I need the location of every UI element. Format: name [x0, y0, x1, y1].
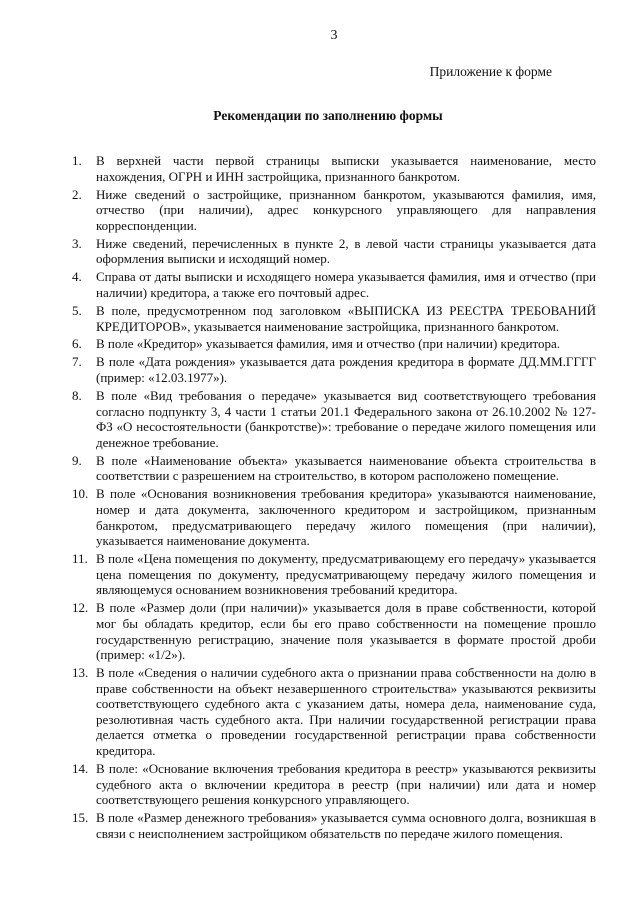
appendix-label: Приложение к форме	[429, 64, 552, 79]
list-item	[72, 354, 596, 385]
item-text: Ниже сведений, перечисленных в пункте 2, в левой части страницы указывается дата оформления выписки и исходящий номер.	[96, 235, 596, 267]
list-item	[72, 486, 596, 548]
item-number: 2.	[72, 186, 82, 202]
item-text: В поле «Цена помещения по документу, предусматривающему его передачу» указывается цена помещения по документу, предусматривающему передачу жилого помещения и являющемуся основанием возникновения требований кредитора.	[96, 551, 596, 598]
item-number: 4.	[72, 269, 82, 285]
document-title: Рекомендации по заполнению формы	[213, 108, 443, 123]
item-text: В верхней части первой страницы выписки указывается наименование, место нахождения, ОГРН и ИНН застройщика, признанного банкротом.	[96, 153, 596, 184]
item-text: В поле «Размер доли (при наличии)» указывается доля в праве собственности, которой мог бы обладать кредитор, если бы его право собственности на помещение прошло государственную регистрацию, значение поля указывается в формате простой дроби (пример: «1/2»).	[96, 600, 596, 663]
list-item	[72, 336, 596, 352]
list-item	[72, 303, 596, 334]
item-number: 9.	[72, 452, 82, 468]
item-number: 14.	[72, 761, 89, 777]
item-text: В поле «Кредитор» указывается фамилия, имя и отчество (при наличии) кредитора.	[96, 336, 561, 352]
page-number: 3	[330, 28, 338, 43]
list-item	[72, 153, 596, 184]
item-number: 6.	[72, 336, 82, 352]
item-text: В поле «Сведения о наличии судебного акта о признании права собственности на долю в праве собственности на объект незавершенного строительства» указываются реквизиты соответствующего судебного акта с указанием даты, номера дела, наименование суда, резолютивная часть судебного акта. При наличии государственной регистрации права делается отметка о проведении государственной регистрации права собственности кредитора.	[96, 665, 596, 759]
item-number: 11.	[72, 551, 88, 567]
item-text: Справа от даты выписки и исходящего номера указывается фамилия, имя и отчество (при наличии) кредитора, а также его почтовый адрес.	[96, 269, 596, 300]
item-text: В поле «Размер денежного требования» указывается сумма основного долга, возникшая в связи с неисполнением застройщиком обязательств по передаче жилого помещения.	[96, 810, 596, 841]
list-item	[72, 187, 596, 234]
list-item	[72, 388, 596, 450]
list-item	[72, 600, 596, 662]
item-number: 1.	[72, 153, 82, 168]
item-number: 10.	[72, 486, 89, 502]
item-text: В поле: «Основание включения требования кредитора в реестр» указываются реквизиты судебного акта о включении кредитора в реестр (при наличии) или дата и номер соответствующего решения конкурсного управляющего.	[96, 761, 596, 808]
item-number: 13.	[72, 665, 89, 681]
item-number: 15.	[72, 810, 89, 826]
item-number: 12.	[72, 600, 89, 616]
item-number: 7.	[72, 354, 82, 370]
list-item	[72, 551, 596, 598]
item-number: 8.	[72, 388, 82, 404]
item-number: 3.	[72, 235, 82, 251]
item-text: В поле «Наименование объекта» указывается наименование объекта строительства в соответствии с разрешением на строительство, в котором расположено помещение.	[96, 452, 596, 484]
item-text: В поле, предусмотренном под заголовком «ВЫПИСКА ИЗ РЕЕСТРА ТРЕБОВАНИЙ КРЕДИТОРОВ», указывается наименование застройщика, признанного банкротом.	[96, 302, 596, 334]
item-text: В поле «Основания возникновения требования кредитора» указываются наименование, номер и дата документа, заключенного кредитором и застройщиком, признанным банкротом, предусматривающего передачу жилого помещения (при наличии), указывается наименование документа.	[96, 486, 596, 549]
list-item	[72, 453, 596, 484]
item-text: В поле «Вид требования о передаче» указывается вид соответствующего требования согласно подпункту 3, 4 части 1 статьи 201.1 Федерального закона от 26.10.2002 № 127-ФЗ «О несостоятельности (банкротстве)»: требование о передаче жилого помещения или денежное требование.	[96, 388, 596, 450]
item-text: Ниже сведений о застройщике, признанном банкротом, указываются фамилия, имя, отчество (при наличии), адрес конкурсного управляющего для направления корреспонденции.	[96, 186, 596, 233]
list-item	[72, 665, 596, 759]
item-text: В поле «Дата рождения» указывается дата рождения кредитора в формате ДД.ММ.ГГГГ (пример: «12.03.1977»).	[96, 354, 596, 386]
list-item	[72, 761, 596, 808]
list-item	[72, 810, 596, 841]
recommendations-list	[72, 153, 596, 844]
list-item	[72, 236, 596, 267]
item-number: 5.	[72, 302, 82, 318]
list-item	[72, 269, 596, 300]
